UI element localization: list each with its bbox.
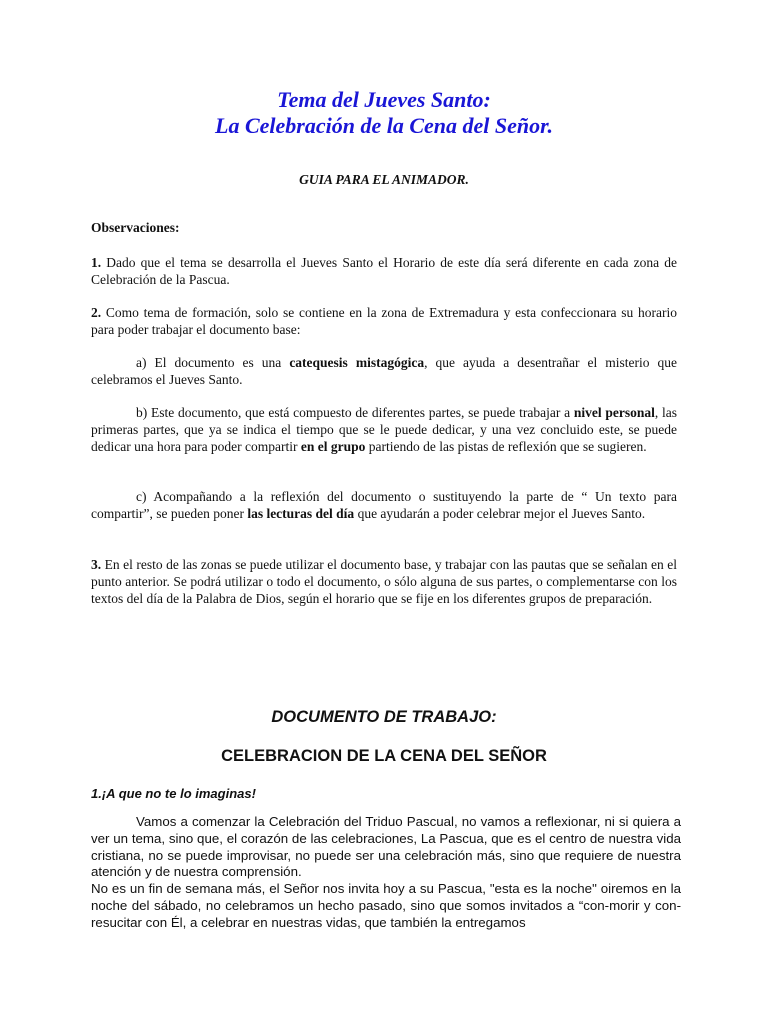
section-1-paragraph-1: Vamos a comenzar la Celebración del Triduo Pascual, no vamos a reflexionar, ni si quiera a ver un tema, sino que, el corazón de las celebraciones, La Pascua, que es el centro de nuestra vida cristiana, no se puede improvisar, no puede ser una celebración más, sino que requiere de nuestra atención y de nuestra comprensión. bbox=[91, 814, 681, 880]
document-subtitle: GUIA PARA EL ANIMADOR. bbox=[299, 172, 469, 187]
observacion-1-number: 1. bbox=[91, 255, 102, 270]
section-1-heading: 1.¡A que no te lo imaginas! bbox=[91, 786, 256, 801]
item-a-text-pre: a) El documento es una bbox=[136, 355, 290, 370]
item-b-text-mid: , las primeras partes, que ya se indica el tiempo que se le puede dedicar, y una vez concluido este, se puede dedicar una hora para poder compartir bbox=[91, 405, 677, 454]
item-c-bold: las lecturas del día bbox=[247, 506, 355, 521]
item-c-text-post: que ayudarán a poder celebrar mejor el Jueves Santo. bbox=[354, 506, 646, 521]
item-a-text-post: , que ayuda a desentrañar el misterio que celebramos el Jueves Santo. bbox=[91, 355, 677, 387]
observacion-2-number: 2. bbox=[91, 305, 102, 320]
document-title-line2: La Celebración de la Cena del Señor. bbox=[215, 113, 553, 138]
observacion-2-text: Como tema de formación, solo se contiene en la zona de Extremadura y esta confeccionara su horario para poder trabajar el documento base: bbox=[91, 305, 677, 337]
item-c-text-pre: c) Acompañando a la reflexión del documento o sustituyendo la parte de “ Un texto para compartir”, se pueden poner bbox=[91, 489, 677, 521]
documento-heading: DOCUMENTO DE TRABAJO: bbox=[271, 708, 497, 726]
item-b-bold-2: en el grupo bbox=[300, 439, 366, 454]
item-b-text-post: partiendo de las pistas de reflexión que se sugieren. bbox=[365, 439, 647, 454]
observacion-1 bbox=[91, 254, 677, 288]
observaciones-heading: Observaciones: bbox=[91, 220, 180, 235]
celebracion-heading: CELEBRACION DE LA CENA DEL SEÑOR bbox=[221, 747, 547, 765]
item-b bbox=[91, 404, 677, 455]
observacion-3 bbox=[91, 556, 677, 607]
observacion-3-text: En el resto de las zonas se puede utilizar el documento base, y trabajar con las pautas que se señalan en el punto anterior. Se podrá utilizar o todo el documento, o sólo alguna de sus partes, o complementarse con los textos del día de la Palabra de Dios, según el horario que se fije en los diferentes grupos de preparación. bbox=[91, 557, 677, 606]
item-a-bold: catequesis mistagógica bbox=[289, 355, 425, 370]
item-b-bold-1: nivel personal bbox=[573, 405, 655, 420]
item-c bbox=[91, 488, 677, 522]
document-title: Tema del Jueves Santo: bbox=[277, 87, 491, 112]
item-b-text-pre: b) Este documento, que está compuesto de diferentes partes, se puede trabajar a bbox=[136, 405, 574, 420]
observacion-2 bbox=[91, 304, 677, 338]
observacion-3-number: 3. bbox=[91, 557, 102, 572]
observacion-1-text: Dado que el tema se desarrolla el Jueves Santo el Horario de este día será diferente en cada zona de Celebración de la Pascua. bbox=[91, 255, 677, 287]
item-a bbox=[91, 354, 677, 388]
section-1-paragraph-2: No es un fin de semana más, el Señor nos invita hoy a su Pascua, "esta es la noche" oiremos en la noche del sábado, no celebramos un hecho pasado, sino que somos invitados a “con-morir y con-resucitar con Él, a celebrar en nuestras vidas, que también la entregamos bbox=[91, 881, 681, 930]
